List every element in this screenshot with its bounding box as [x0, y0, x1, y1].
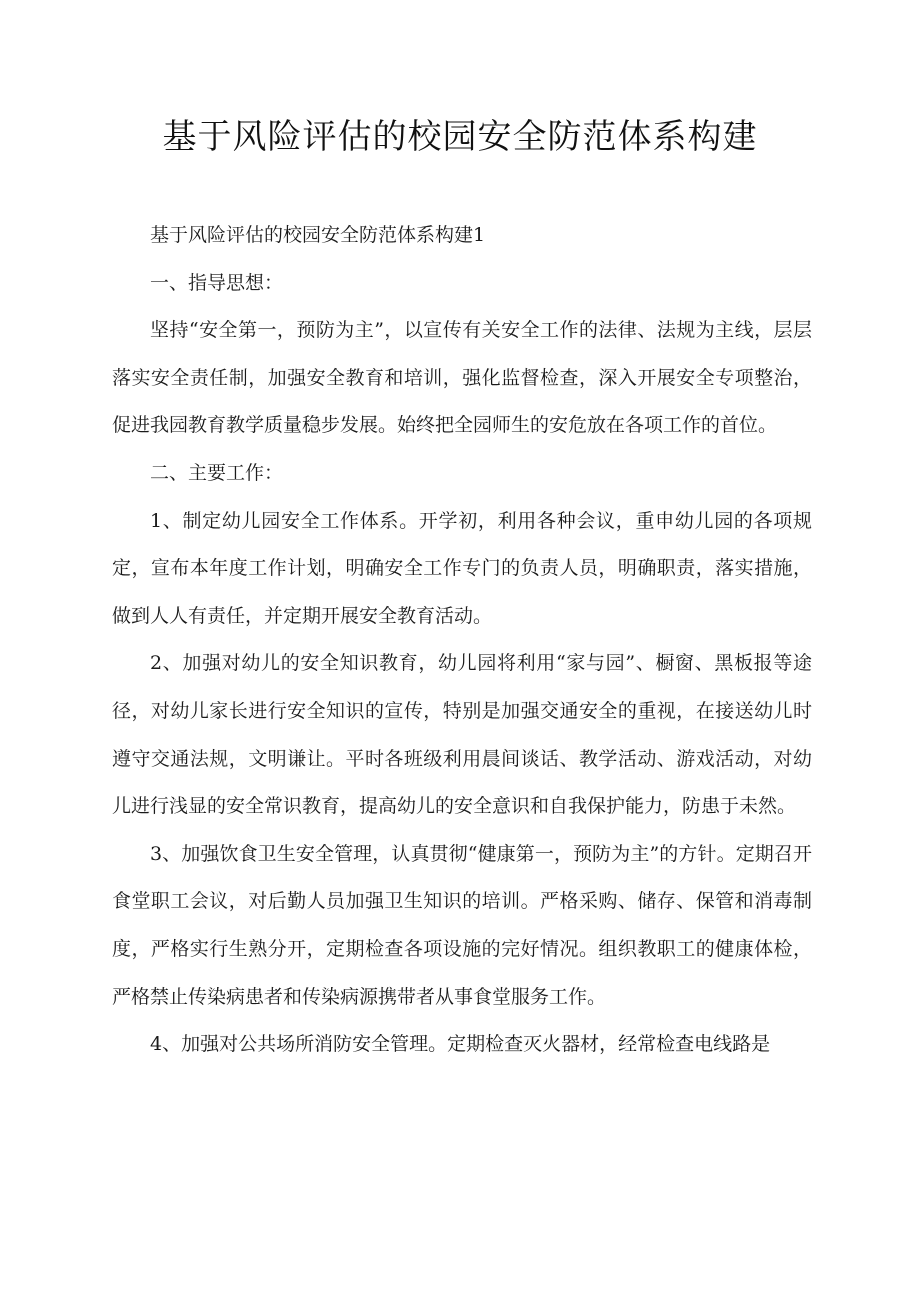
paragraph-item-3: 3、加强饮食卫生安全管理，认真贯彻“健康第一，预防为主”的方针。定期召开食堂职工会议，对后勤人员加强卫生知识的培训。严格采购、储存、保管和消毒制度，严格实行生熟分开，定期检查各项设施的完好情况。组织教职工的健康体检，严格禁止传染病患者和传染病源携带者从事食堂服务工作。	[112, 842, 812, 1008]
document-body	[112, 212, 812, 1069]
subtitle-paragraph: 基于风险评估的校园安全防范体系构建1	[150, 224, 486, 246]
section-heading-main-work: 二、主要工作：	[150, 461, 284, 484]
paragraph-item-2: 2、加强对幼儿的安全知识教育，幼儿园将利用“家与园”、橱窗、黑板报等途径，对幼儿家长进行安全知识的宣传，特别是加强交通安全的重视，在接送幼儿时遵守交通法规，文明谦让。平时各班级利用晨间谈话、教学活动、游戏活动，对幼儿进行浅显的安全常识教育，提高幼儿的安全意识和自我保护能力，防患于未然。	[112, 652, 812, 818]
paragraph-item-1: 1、制定幼儿园安全工作体系。开学初，利用各种会议，重申幼儿园的各项规定，宣布本年度工作计划，明确安全工作专门的负责人员，明确职责，落实措施，做到人人有责任，并定期开展安全教育活动。	[112, 509, 812, 627]
paragraph-guiding-thought: 坚持“安全第一，预防为主”，以宣传有关安全工作的法律、法规为主线，层层落实安全责任制，加强安全教育和培训，强化监督检查，深入开展安全专项整治，促进我园教育教学质量稳步发展。始终把全园师生的安危放在各项工作的首位。	[112, 319, 812, 437]
paragraph-item-4: 4、加强对公共场所消防安全管理。定期检查灭火器材，经常检查电线路是	[150, 1033, 771, 1056]
document-title: 基于风险评估的校园安全防范体系构建	[162, 117, 758, 157]
section-heading-guiding-thought: 一、指导思想：	[150, 271, 284, 294]
